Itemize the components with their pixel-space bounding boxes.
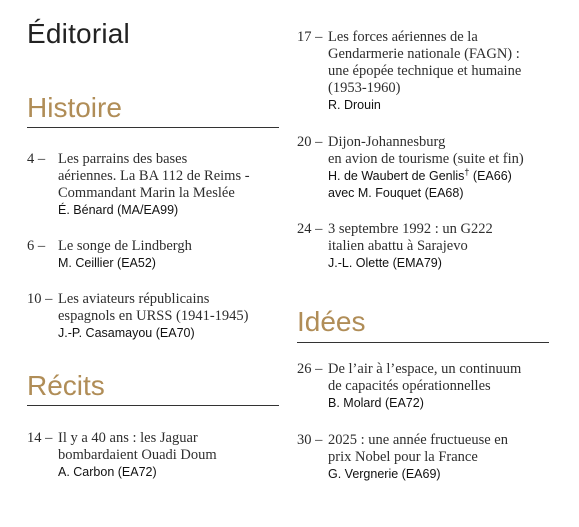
dagger-mark: † — [464, 166, 470, 177]
entry-author: M. Ceillier (EA52) — [58, 256, 156, 270]
editorial-heading: Éditorial — [27, 18, 130, 49]
section-recits-heading: Récits — [27, 370, 105, 401]
entry-author: G. Vergnerie (EA69) — [328, 467, 441, 481]
entry-title-line: Il y a 40 ans : les Jaguar — [58, 430, 198, 446]
entry-title-line: Les parrains des bases — [58, 151, 188, 167]
entry-page-number: 6 – — [27, 238, 46, 254]
entry-page-number: 24 – — [297, 221, 323, 237]
toc-entry-26[interactable] — [297, 361, 567, 412]
entry-author: A. Carbon (EA72) — [58, 465, 157, 479]
entry-author: J.-L. Olette (EMA79) — [328, 256, 442, 270]
entry-title-line: 3 septembre 1992 : un G222 — [328, 221, 493, 237]
entry-title-line: Le songe de Lindbergh — [58, 238, 192, 254]
entry-title-line: une épopée technique et humaine — [328, 63, 522, 79]
entry-page-number: 10 – — [27, 291, 53, 307]
toc-entry-20[interactable] — [297, 134, 567, 202]
entry-author-name: H. de Waubert de Genlis — [328, 169, 465, 183]
section-histoire-heading: Histoire — [27, 92, 122, 123]
toc-entry-10[interactable] — [27, 291, 289, 342]
toc-entry-30[interactable] — [297, 432, 567, 483]
entry-title-line: Dijon-Johannesburg — [328, 134, 446, 150]
entry-title-line: De l’air à l’espace, un continuum — [328, 361, 522, 377]
entry-title-line: (1953-1960) — [328, 80, 401, 96]
entry-title-line: Les aviateurs républicains — [58, 291, 210, 307]
entry-page-number: 26 – — [297, 361, 323, 377]
toc-entry-17[interactable] — [297, 29, 567, 114]
entry-author: R. Drouin — [328, 98, 381, 112]
entry-author: avec M. Fouquet (EA68) — [328, 186, 464, 200]
entry-title-line: en avion de tourisme (suite et fin) — [328, 151, 524, 167]
entry-title-line: prix Nobel pour la France — [328, 449, 478, 465]
entry-page-number: 20 – — [297, 134, 323, 150]
toc-entry-24[interactable] — [297, 221, 567, 272]
entry-title-line: Les forces aériennes de la — [328, 29, 478, 45]
section-idees-rule — [297, 342, 549, 343]
toc-entry-6[interactable] — [27, 238, 289, 272]
entry-title-line: de capacités opérationnelles — [328, 378, 491, 394]
section-idees-heading: Idées — [297, 306, 366, 337]
entry-author: B. Molard (EA72) — [328, 396, 424, 410]
entry-title-line: aériennes. La BA 112 de Reims - — [58, 168, 250, 184]
entry-page-number: 14 – — [27, 430, 53, 446]
entry-title-line: espagnols en URSS (1941-1945) — [58, 308, 249, 324]
entry-title-line: italien abattu à Sarajevo — [328, 238, 468, 254]
entry-page-number: 17 – — [297, 29, 323, 45]
toc-entry-4[interactable] — [27, 151, 289, 219]
entry-author: J.-P. Casamayou (EA70) — [58, 326, 195, 340]
section-recits-rule — [27, 405, 279, 406]
entry-author — [297, 168, 567, 185]
toc-entry-14[interactable] — [27, 430, 289, 481]
entry-title-line: bombardaient Ouadi Doum — [58, 447, 217, 463]
section-histoire-rule — [27, 127, 279, 128]
entry-title-line: Gendarmerie nationale (FAGN) : — [328, 46, 520, 62]
entry-title-line: 2025 : une année fructueuse en — [328, 432, 508, 448]
entry-page-number: 30 – — [297, 432, 323, 448]
entry-author: É. Bénard (MA/EA99) — [58, 203, 179, 217]
entry-title-line: Commandant Marin la Meslée — [58, 185, 235, 201]
entry-page-number: 4 – — [27, 151, 46, 167]
entry-author-suffix: (EA66) — [469, 169, 512, 183]
